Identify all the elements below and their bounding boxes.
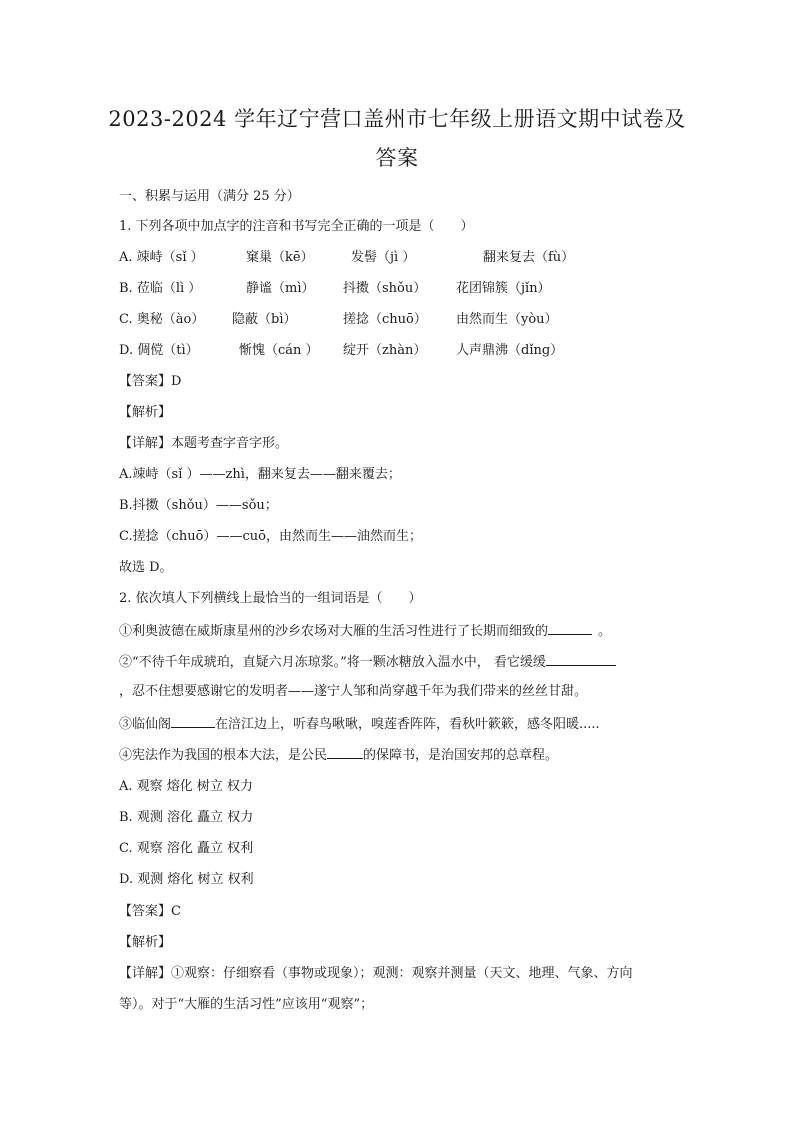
q2-option-b: B. 观测 溶化 矗立 权力 — [119, 810, 254, 825]
q2-answer: 【答案】C — [119, 904, 181, 919]
q2-s1-text: ①利奥波德在威斯康星州的沙乡农场对大雁的生活习性进行了长期而细致的 — [119, 624, 549, 639]
q2-detail-line-2: 等）。对于“大雁的生活习性”应该用“观察”； — [119, 997, 374, 1012]
option-a-col2: 窠巢（kē） — [246, 250, 314, 265]
option-a-col3: 发髻（jì ） — [351, 250, 416, 265]
q1-detail: 【详解】本题考查字音字形。 — [119, 436, 289, 451]
option-c-col1: C. 奥秘（ào） — [119, 312, 205, 327]
q1-option-a — [119, 248, 679, 268]
fill-blank-2 — [546, 651, 616, 666]
q2-sentence-2 — [119, 651, 616, 673]
fill-blank-3 — [171, 713, 215, 728]
q2-option-d: D. 观测 熔化 树立 权利 — [119, 872, 254, 887]
option-b-col1: B. 莅临（lì ） — [119, 281, 202, 296]
q1-option-d — [119, 341, 679, 361]
option-a-col4: 翻来复去（fù） — [483, 250, 575, 265]
q1-explanation-b: B.抖擞（shǒu）——sǒu； — [119, 498, 278, 513]
q2-sentence-4 — [119, 744, 558, 766]
q2-s4-text: ④宪法作为我国的根本大法，是公民 — [119, 748, 328, 763]
option-d-col2: 惭愧（cán ） — [239, 343, 319, 358]
q2-option-a: A. 观察 熔化 树立 权力 — [119, 779, 254, 794]
option-b-col2: 静谧（mì） — [246, 281, 315, 296]
fill-blank-1 — [548, 620, 592, 635]
option-c-col4: 由然而生（yòu） — [456, 312, 558, 327]
title-line-2: 答案 — [375, 146, 419, 170]
q1-option-c — [119, 310, 679, 330]
q1-explanation-c: C.搓捻（chuō）——cuō，由然而生——油然而生； — [119, 529, 422, 544]
q2-sentence-3 — [119, 713, 600, 735]
q2-s3-text: ③临仙阁 — [119, 717, 172, 732]
q1-conclusion: 故选 D。 — [119, 560, 173, 575]
q1-analysis-heading: 【解析】 — [119, 405, 172, 420]
option-d-col4: 人声鼎沸（dǐng） — [456, 343, 564, 358]
q1-answer: 【答案】D — [119, 374, 182, 389]
q1-stem: 1. 下列各项中加点字的注音和书写完全正确的一项是（ ） — [119, 219, 474, 234]
q2-s2-text: ②“不待千年成琥珀，直疑六月冻琼浆。”将一颗冰糖放入温水中， 看它缓缓 — [119, 655, 546, 670]
section-heading: 一、积累与运用（满分 25 分） — [119, 189, 300, 204]
q2-sentence-2-cont: ，忍不住想要感谢它的发明者——遂宁人邹和尚穿越千年为我们带来的丝丝甘甜。 — [119, 684, 588, 699]
q2-analysis-heading: 【解析】 — [119, 935, 172, 950]
q2-detail-line-1: 【详解】①观察：仔细察看（事物或现象）；观测：观察并测量（天文、地理、气象、方向 — [119, 966, 633, 981]
fill-blank-4 — [327, 744, 363, 759]
q2-s1-end: 。 — [598, 624, 612, 639]
q2-s4-rest: 的保障书，是治国安邦的总章程。 — [363, 748, 559, 763]
q2-stem: 2. 依次填人下列横线上最恰当的一组词语是（ ） — [119, 591, 422, 606]
option-d-col1: D. 倜傥（tì） — [119, 343, 199, 358]
option-c-col2: 隐蔽（bì） — [232, 312, 297, 327]
q1-option-b — [119, 279, 679, 299]
option-c-col3: 搓捻（chuō） — [343, 312, 427, 327]
q1-explanation-a: A.竦峙（sǐ ）——zhì，翻来复去——翻来覆去； — [119, 467, 401, 482]
option-b-col3: 抖擞（shǒu） — [343, 281, 427, 296]
option-a-col1: A. 竦峙（sǐ ） — [119, 250, 204, 265]
q2-sentence-1 — [119, 620, 611, 642]
q2-s3-rest: 在涪江边上，听春鸟啾啾，嗅莲香阵阵，看秋叶簌簌，感冬阳暖..... — [215, 717, 600, 732]
q2-option-c: C. 观察 溶化 矗立 权利 — [119, 841, 254, 856]
option-d-col3: 绽开（zhàn） — [343, 343, 427, 358]
option-b-col4: 花团锦簇（jǐn） — [456, 281, 551, 296]
title-line-1: 2023-2024 学年辽宁营口盖州市七年级上册语文期中试卷及 — [108, 107, 686, 131]
